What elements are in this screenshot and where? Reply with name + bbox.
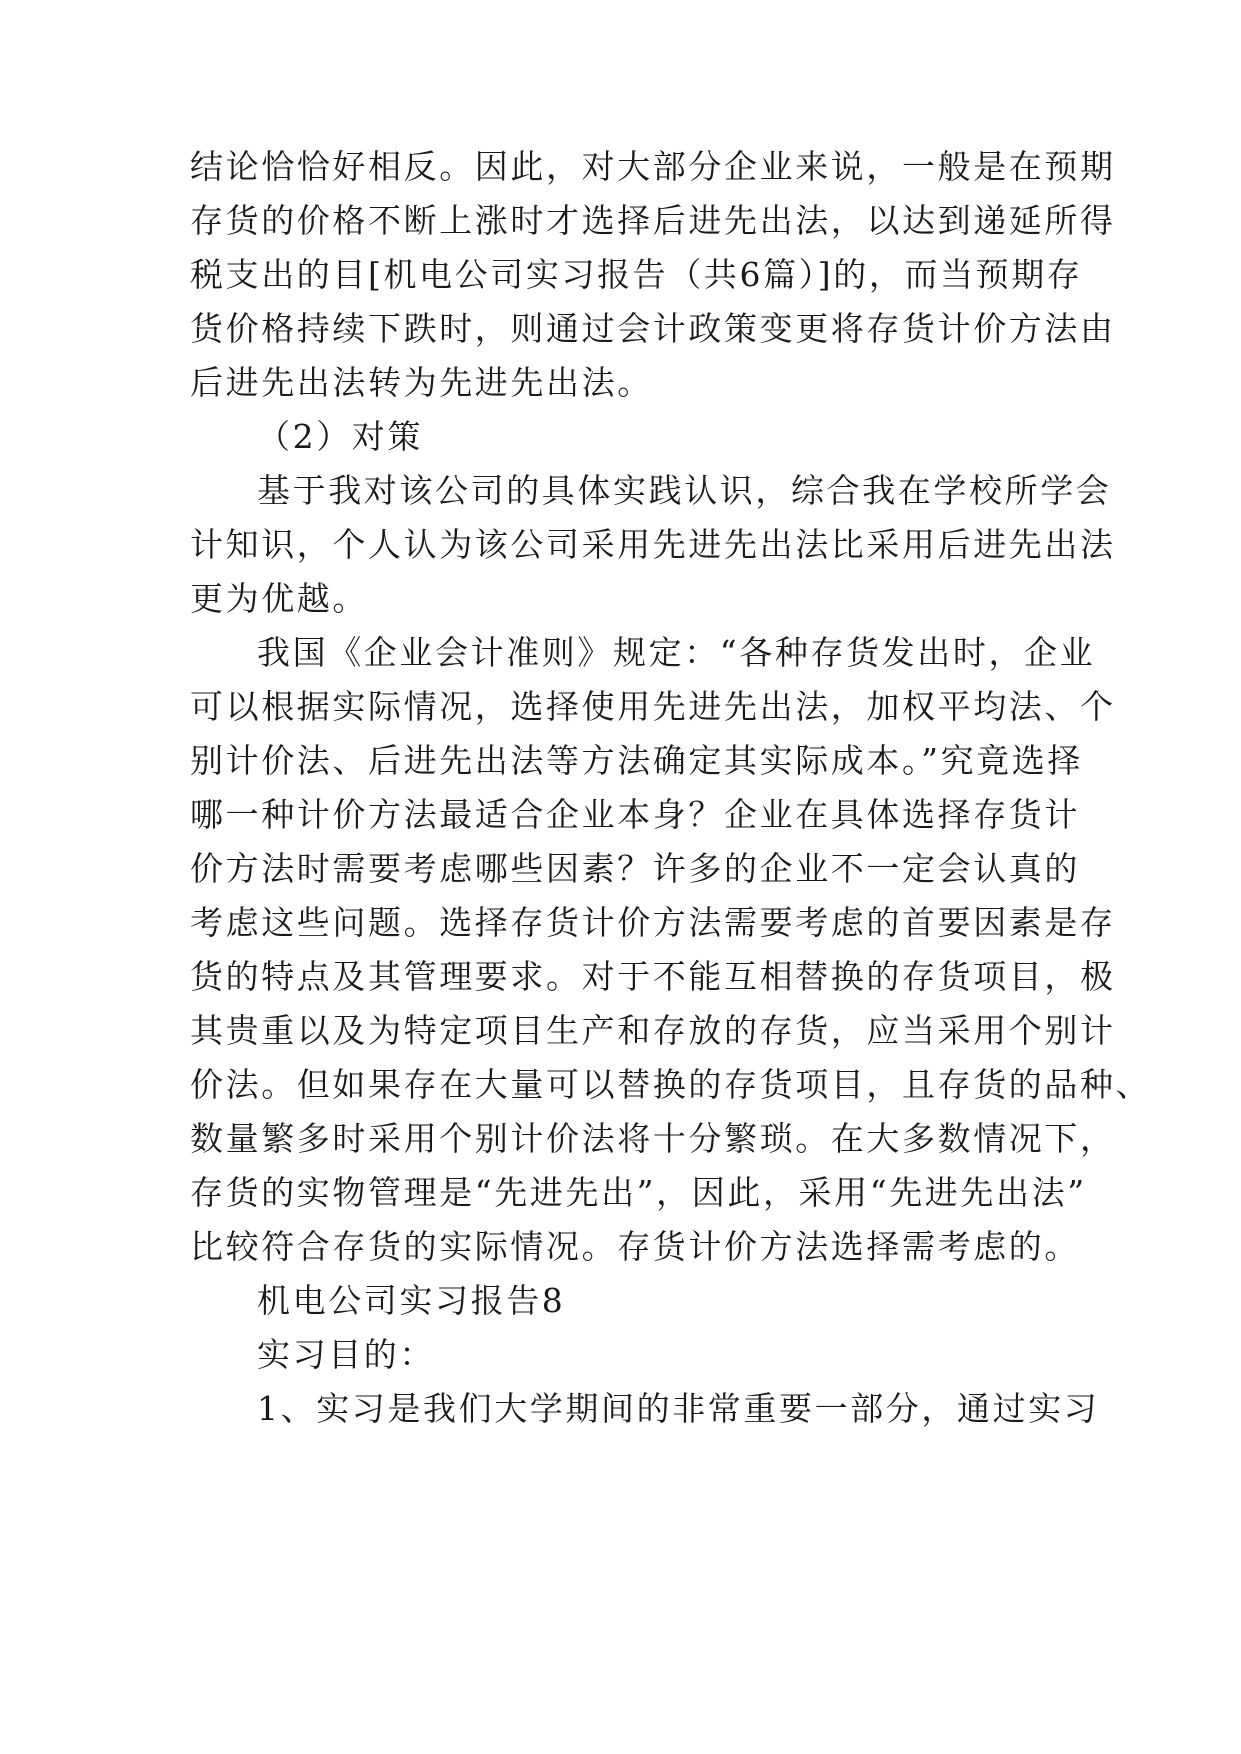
paragraph-line: 我国《企业会计准则》规定：“各种存货发出时，企业 xyxy=(257,633,1096,672)
report-title: 机电公司实习报告8 xyxy=(257,1281,566,1320)
paragraph-line: 货价格持续下跌时，则通过会计政策变更将存货计价方法由 xyxy=(190,309,1116,348)
paragraph-line: 货的特点及其管理要求。对于不能互相替换的存货项目，极 xyxy=(190,957,1116,996)
section-heading: （2）对策 xyxy=(257,417,423,456)
paragraph-line: 1、实习是我们大学期间的非常重要一部分，通过实习 xyxy=(257,1389,1100,1428)
paragraph-line: 考虑这些问题。选择存货计价方法需要考虑的首要因素是存 xyxy=(190,903,1116,942)
section-heading: 实习目的： xyxy=(257,1335,435,1374)
paragraph-line: 税支出的目[机电公司实习报告（共6篇）]的，而当预期存 xyxy=(190,255,1083,294)
paragraph-line: 更为优越。 xyxy=(190,579,368,618)
paragraph-line: 可以根据实际情况，选择使用先进先出法，加权平均法、个 xyxy=(190,687,1116,726)
paragraph-line: 价法。但如果存在大量可以替换的存货项目，且存货的品种、 xyxy=(190,1065,1152,1104)
paragraph-line: 价方法时需要考虑哪些因素？许多的企业不一定会认真的 xyxy=(190,849,1080,888)
paragraph-line: 哪一种计价方法最适合企业本身？企业在具体选择存货计 xyxy=(190,795,1080,834)
paragraph-line: 计知识，个人认为该公司采用先进先出法比采用后进先出法 xyxy=(190,525,1116,564)
paragraph-line: 别计价法、后进先出法等方法确定其实际成本。”究竟选择 xyxy=(190,741,1083,780)
paragraph-line: 结论恰恰好相反。因此，对大部分企业来说，一般是在预期 xyxy=(190,147,1116,186)
paragraph-line: 存货的价格不断上涨时才选择后进先出法，以达到递延所得 xyxy=(190,201,1116,240)
paragraph-line: 数量繁多时采用个别计价法将十分繁琐。在大多数情况下， xyxy=(190,1119,1116,1158)
paragraph-line: 后进先出法转为先进先出法。 xyxy=(190,363,653,402)
paragraph-line: 存货的实物管理是“先进先出”，因此，采用“先进先出法” xyxy=(190,1173,1087,1212)
paragraph-line: 比较符合存货的实际情况。存货计价方法选择需考虑的。 xyxy=(190,1227,1080,1266)
paragraph-line: 基于我对该公司的具体实践认识，综合我在学校所学会 xyxy=(257,471,1112,510)
paragraph-line: 其贵重以及为特定项目生产和存放的存货，应当采用个别计 xyxy=(190,1011,1116,1050)
